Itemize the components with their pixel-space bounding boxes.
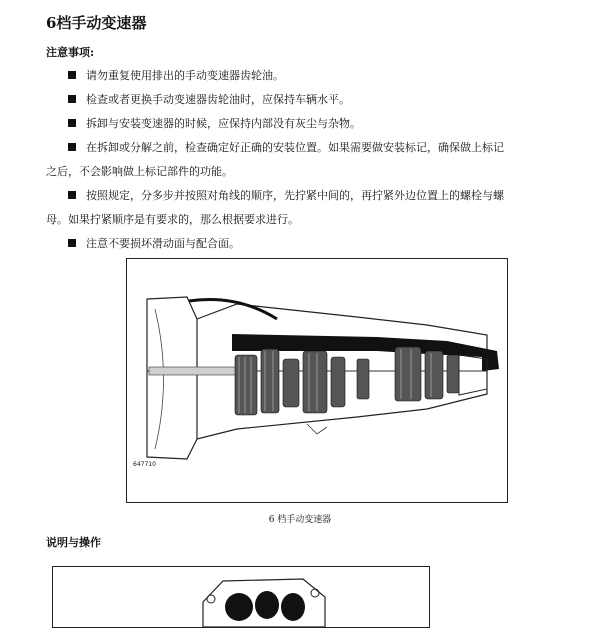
note-item: 拆卸与安装变速器的时候，应保持内部没有灰尘与杂物。 <box>46 112 506 136</box>
second-figure <box>52 566 430 628</box>
bullet-square-icon <box>68 71 76 79</box>
notes-heading: 注意事项: <box>46 46 95 59</box>
note-item: 注意不要损坏滑动面与配合面。 <box>46 232 506 256</box>
bullet-square-icon <box>68 143 76 151</box>
figure-code: 647710 <box>133 461 156 468</box>
section-heading: 说明与操作 <box>46 536 101 549</box>
transmission-figure <box>126 258 508 503</box>
bullet-square-icon <box>68 95 76 103</box>
transmission-cutaway-drawing <box>127 259 507 502</box>
bullet-square-icon <box>68 119 76 127</box>
note-item: 按照规定，分多步并按照对角线的顺序，先拧紧中间的，再拧紧外边位置上的螺栓与螺母。如果拧紧顺序是有要求的，那么根据要求进行。 <box>46 189 504 226</box>
note-item: 请勿重复使用排出的手动变速器齿轮油。 <box>46 64 506 88</box>
note-item: 在拆卸或分解之前，检查确定好正确的安装位置。如果需要做安装标记，确保做上标记之后，不会影响做上标记部件的功能。 <box>46 141 504 178</box>
figure-caption: 6 档手动变速器 <box>268 515 332 525</box>
housing-drawing <box>53 567 429 627</box>
note-item: 检查或者更换手动变速器齿轮油时，应保持车辆水平。 <box>46 88 506 112</box>
bullet-square-icon <box>68 239 76 247</box>
bullet-square-icon <box>68 191 76 199</box>
page-title: 6档手动变速器 <box>46 14 147 32</box>
